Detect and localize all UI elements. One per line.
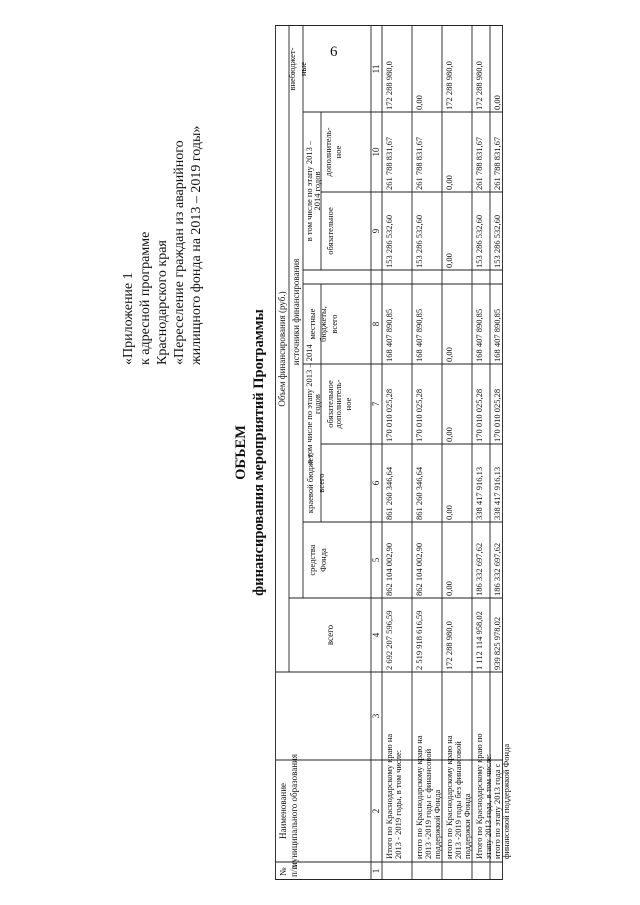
header-name-2: муниципального образования xyxy=(289,754,299,868)
header-total: всего xyxy=(325,624,335,646)
column-number-row xyxy=(371,65,381,874)
header-reg-additional: дополнитель- xyxy=(333,379,343,429)
appendix-line: жилищного фонда на 2013 – 2019 годы» xyxy=(189,125,204,365)
column-number: 2 xyxy=(371,808,381,814)
appendix-line: «Переселение граждан из аварийного xyxy=(172,140,187,365)
cell-total: 2 519 918 616,59 xyxy=(414,610,424,670)
table-header xyxy=(277,47,343,877)
cell-fund: 862 104 002,90 xyxy=(414,542,424,596)
header-reg-additional-group xyxy=(333,379,353,428)
row-name: Итого по Краснодарскому краю на xyxy=(384,733,394,859)
header-num-2: п/п xyxy=(289,864,299,877)
table-row xyxy=(414,95,442,859)
cell-regional: 338 417 916,13 xyxy=(474,466,484,520)
header-loc-mandatory: обязательное xyxy=(325,207,335,255)
column-number: 3 xyxy=(371,713,381,719)
column-number: 11 xyxy=(371,64,381,74)
column-number: 9 xyxy=(371,228,381,234)
cell-loc-add: 261 788 831,67 xyxy=(492,136,502,190)
column-number: 5 xyxy=(371,557,381,563)
cell-loc-mand: 153 286 532,60 xyxy=(492,214,502,268)
header-reg-additional-2: ное xyxy=(343,397,353,411)
column-number: 7 xyxy=(371,401,381,407)
header-local-stage-2: 2014 годов xyxy=(312,171,322,211)
cell-loc-mand: 153 286 532,60 xyxy=(474,214,484,268)
header-regional-stage: в том числе по этапу 2013 – 2014 xyxy=(304,344,314,464)
cell-extra: 172 288 980,0 xyxy=(444,61,454,110)
cell-extra: 172 288 980,0 xyxy=(474,61,484,110)
cell-extra: 0,00 xyxy=(414,95,424,110)
cell-fund: 862 104 002,90 xyxy=(384,542,394,596)
appendix-line: Краснодарского края xyxy=(155,240,170,365)
header-loc-additional-2: ное xyxy=(333,145,343,159)
cell-reg-add: 168 407 890,85 xyxy=(414,308,424,362)
appendix-line: «Приложение 1 xyxy=(121,272,136,365)
header-name: Наименование xyxy=(278,782,288,840)
cell-regional: 861 260 346,64 xyxy=(384,466,394,520)
header-extrabudget: внебюджет- xyxy=(287,47,297,91)
cell-loc-mand: 153 286 532,60 xyxy=(384,214,394,268)
cell-loc-mand: 0,00 xyxy=(444,253,454,268)
cell-reg-mand: 170 010 025,28 xyxy=(384,388,394,442)
cell-reg-mand: 170 010 025,28 xyxy=(492,388,502,442)
row-name: Итого по Краснодарскому краю по xyxy=(474,733,484,859)
appendix-note xyxy=(120,25,205,365)
cell-loc-add: 0,00 xyxy=(444,175,454,190)
header-regional: краевой бюджет, xyxy=(305,452,315,514)
row-name: финансовой поддержкой Фонда xyxy=(501,743,511,859)
rotated-page-content xyxy=(120,25,510,880)
cell-regional: 0,00 xyxy=(444,505,454,520)
column-number: 6 xyxy=(371,480,381,486)
header-volume: Объем финансирования (руб.) xyxy=(277,291,287,407)
cell-extra: 172 288 980,0 xyxy=(384,61,394,110)
header-local-3: всего xyxy=(329,314,339,334)
cell-loc-mand: 153 286 532,60 xyxy=(414,214,424,268)
header-reg-mandatory: обязательное xyxy=(325,380,335,428)
cell-total: 2 692 207 596,59 xyxy=(384,610,394,670)
appendix-line: к адресной программе xyxy=(138,231,153,365)
cell-reg-mand: 0,00 xyxy=(444,427,454,442)
cell-reg-mand: 170 010 025,28 xyxy=(414,388,424,442)
cell-total: 939 825 978,02 xyxy=(492,616,502,670)
cell-reg-add: 0,00 xyxy=(444,347,454,362)
row-name: 2013 -2019 годы с финансовой xyxy=(423,748,433,859)
row-name: поддержки Фонда xyxy=(462,793,472,859)
table-row xyxy=(384,61,403,859)
cell-reg-add: 168 407 890,85 xyxy=(474,308,484,362)
financing-table xyxy=(275,25,511,880)
column-number: 10 xyxy=(371,147,381,157)
page-number: 6 xyxy=(330,44,338,60)
cell-extra: 0,00 xyxy=(492,95,502,110)
cell-fund: 186 332 697,62 xyxy=(492,542,502,596)
cell-regional: 861 260 346,64 xyxy=(414,466,424,520)
row-name: этапу 2013 года, в том числе: xyxy=(483,753,493,859)
cell-total: 1 112 114 958,02 xyxy=(474,611,484,670)
header-local-2: бюджеты, xyxy=(318,306,328,342)
cell-reg-add: 168 407 890,85 xyxy=(492,308,502,362)
column-number: 8 xyxy=(371,321,381,327)
cell-total: 172 288 980,0 xyxy=(444,621,454,670)
cell-regional: 338 417 916,13 xyxy=(492,466,502,520)
column-number: 1 xyxy=(371,868,381,874)
table-body xyxy=(384,61,511,859)
cell-reg-mand: 170 010 025,28 xyxy=(474,388,484,442)
cell-loc-add: 261 788 831,67 xyxy=(414,136,424,190)
header-local: местные xyxy=(307,308,317,340)
cell-loc-add: 261 788 831,67 xyxy=(474,136,484,190)
cell-fund: 186 332 697,62 xyxy=(474,542,484,596)
table-row xyxy=(444,61,472,859)
row-name: итого по Краснодарскому краю на xyxy=(414,735,424,859)
column-number: 4 xyxy=(371,632,381,638)
cell-fund: 0,00 xyxy=(444,581,454,596)
header-regional-2: всего xyxy=(316,473,326,493)
header-fund-2: Фонда xyxy=(318,548,328,572)
header-extrabudget-2: ные xyxy=(298,61,308,77)
row-name: 2013 - 2019 годы, в том числе: xyxy=(393,749,403,859)
row-name: поддержкой Фонда xyxy=(432,789,442,859)
row-name: итого по этапу 2013 года с xyxy=(492,763,502,859)
row-name: 2013 -2019 годы без финансовой xyxy=(453,741,463,859)
document-subtitle: финансирования мероприятий Программы xyxy=(251,309,267,596)
table-row xyxy=(492,95,511,859)
header-local-stage: в том числе по этапу 2013 – xyxy=(304,140,314,242)
cell-reg-add: 168 407 890,85 xyxy=(384,308,394,362)
header-sources: источники финансирования xyxy=(291,258,301,366)
row-name: итого по Краснодарскому краю на xyxy=(444,735,454,859)
header-loc-additional: дополнитель- xyxy=(323,127,333,177)
header-fund: средства xyxy=(307,544,317,576)
document-title: ОБЪЕМ xyxy=(233,425,249,480)
header-num: № xyxy=(278,867,288,876)
header-regional-stage-2: годов xyxy=(312,394,322,414)
cell-loc-add: 261 788 831,67 xyxy=(384,136,394,190)
